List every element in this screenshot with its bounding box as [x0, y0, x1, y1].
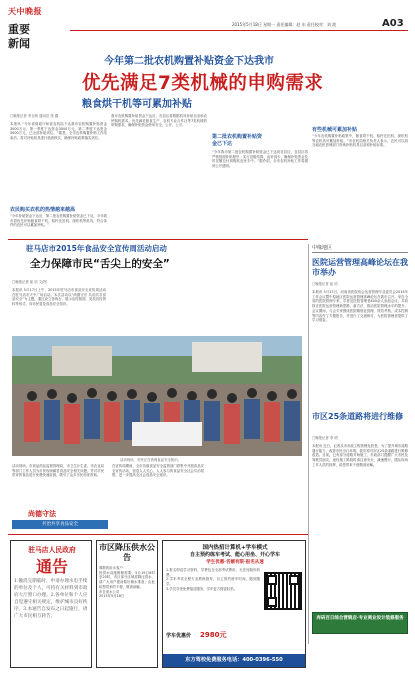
right-headline: 医院运营管理高峰论坛在我市举办	[312, 258, 408, 277]
lead-body-col4: “今年我市第二批农机购置补贴资金已下达到各县区，各县区将严格按照补贴程序，实行县级结算、直补到卡，确保补贴资金及时足额兑付到购机农民手中。”据介绍，全市农机补贴工作将做到公开透明。	[212, 150, 308, 169]
qr-corner-bottom-left	[267, 597, 277, 607]
lead-body-col2: 我市农机购置补贴资金下达后，各县区将根据机具补贴目录和农民购机需求，优先满足粮食生产、农机专业合作社等7类机械的申购需求，确保补贴资金使用安全、公开、公平。	[111, 114, 207, 128]
lead-headline: 优先满足7类机械的申购需求	[82, 73, 324, 94]
water-notice-body: 尊敬的用水客户： 因供水设施维修需要，5月19日8时至20时，市区部分区域将降压供水，请广大用户提前做好储水准备，由此给您带来的不便，敬请谅解。 市自来水公司 2015年5月18日	[99, 566, 155, 599]
qr-corner-top-left	[267, 575, 277, 585]
right-body: 本报讯 5月17日，河南省医院协会运营管理专业委员会2015年工作会议暨中原地区医院运营管理高峰论坛在我市召开。来自全省的医院管理专家、学者及医院管理者400余人参加会议，共同探讨医院运营管理新思路、新方法，推动医院管理水平的提升。会议期间，与会专家围绕医院精细化管理、绩效考核、成本控制等内容作了专题报告，并进行了交流研讨，为医院管理者提供了学习借鉴。	[312, 290, 408, 323]
school-ad-list: 1.报名即送学习资料，学费包含全部考试费用，无任何隐形收费。 2.学车考试全程专业教练指导，自主预约练车时间，随到随学。 3.学员享受免费接送服务，学车更方便更轻松。	[166, 568, 260, 591]
yard-byline: □晚报记者 李 明	[312, 436, 338, 440]
right-ad-text: 奔码百日综合营销店·专业商业设计装修服务	[316, 616, 404, 621]
food-kicker: 驻马店市2015年食品安全宣传周活动启动	[26, 244, 167, 253]
food-body-col3: 在宣传周期间，全市各级食品安全监管部门将集中开展食品安全宣传活动，营造人人关心、人人参与的食品安全社会共治氛围，进一步提高全社会食品安全意识。	[112, 464, 204, 478]
slogan-band	[12, 520, 108, 529]
school-ad-price-label: 学车优惠价	[166, 633, 192, 639]
school-ad-price: 2980元	[200, 631, 227, 639]
qr-corner-top-right	[289, 575, 299, 585]
lead-body-col5-intro	[312, 114, 408, 124]
lead-subhead: 粮食烘干机等可累加补贴	[82, 99, 192, 110]
date-line: 2015年5月18日 星期一 责任编辑：赵 东 责任校对：刘 波	[232, 22, 337, 27]
yard-headline: 市区25条道路将进行维修	[312, 412, 404, 421]
school-ad-title3: 学生优惠·名额有限·报名从速	[206, 560, 264, 565]
slogan-label: 尚德守法	[28, 510, 56, 518]
section-label: 重要新闻	[8, 23, 30, 50]
food-bottom-rule	[8, 534, 308, 535]
right-tag: 中缘地区	[312, 245, 333, 251]
qr-code	[264, 572, 302, 610]
event-photo	[12, 336, 302, 456]
lead-section-head-2: 第二批农机购置补贴资金已下达	[212, 134, 263, 147]
right-ad	[312, 612, 408, 634]
gov-notice-big: 通告	[35, 557, 68, 576]
page-number: A03	[382, 18, 404, 29]
lead-byline: □晚报记者 李玉明 通讯员 张 鑫	[10, 114, 59, 118]
food-headline: 全力保障市民“舌尖上的安全”	[30, 258, 170, 270]
lead-section-head-1: 农民购买农机的热情越来越高	[10, 207, 76, 213]
school-ad-title2: 自主预约练车考试、能心用坐、开心学车	[189, 552, 280, 558]
water-notice-title: 市区降压供水公告	[99, 543, 155, 562]
food-body-col1: 本报讯 5月17日上午，2015年驻马店市食品安全宣传周活动在驻马店市天中广场启动。本次活动以“尚德守法 共治共享食品安全”为主题，通过设立咨询台、展示宣传版面、发放宣传资料等形式，向市民普及食品安全知识。	[12, 288, 106, 307]
masthead	[8, 6, 56, 54]
lead-bottom-rule	[8, 239, 308, 240]
school-ad-footer: 东方驾校免费服务电话：400-0396-550	[185, 657, 283, 663]
school-ad-title: 国内热招计算机+学车模式	[202, 545, 268, 551]
newspaper-logo: 天中晚报	[8, 6, 42, 16]
right-col-divider	[308, 244, 309, 644]
header-rule	[70, 30, 408, 31]
slogan-band-text: 共治共享食品安全	[42, 522, 78, 527]
school-ad-footer-band	[163, 654, 305, 667]
gov-notice-title: 驻马店人民政府	[28, 546, 76, 554]
lead-body-col3: “今年补贴资金下达后，第二批农机购置补贴资金已下达，今年我市将优先补贴粮食烘干机、秸秆还田机、深松机等机具，符合条件的农民可以累加补贴。”	[10, 214, 107, 228]
right-tag-rule	[312, 252, 408, 253]
food-body-col2: 活动现场，市食品药品监督管理局、市卫生计生委、市农业局等部门工作人员为市民现场解答食品安全相关问题，并对市民带来的食品进行免费快速检测，吸引了众多市民前来咨询。	[12, 464, 104, 478]
right-byline: □晚报记者 崔 培	[312, 282, 338, 286]
lead-body-col1: 本报讯 “今年省财政厅和省农机局下达我市农机购置补贴资金3000万元，第一季度下达资金3000万元，第二季度下达资金3000万元，已全部补贴到位。”据悉，全市农机购置补贴工作结束后，将对补贴机具进行抽查核实，确保补贴政策落实到位。	[10, 122, 107, 141]
lead-section-head-3: 有些机械可累加补贴	[312, 127, 358, 133]
photo-caption: 活动现场，市民正在咨询食品安全知识。	[120, 458, 182, 462]
crowd-photo-illustration	[12, 336, 302, 456]
lead-kicker: 今年第二批农机购置补贴资金下达我市	[104, 56, 274, 67]
yard-body: 本报讯 近日，记者从市市政工程管理处获悉，为了提升城市道路通行能力，改善市民出行环境，我市将对市区25条道路进行维修改造。目前，已有部分道路开始施工，市政部门提醒广大市民及驾驶员朋友，途经施工路段时请注意安全，减速慢行，服从现场工作人员的指挥，给您带来不便敬请谅解。	[312, 444, 408, 467]
food-byline: □晚报记者 崔 培 文/图	[12, 280, 47, 284]
food-body-col3b	[210, 464, 302, 502]
lead-body-col5: “今年农机购置补贴政策中，粮食烘干机、秸秆还田机、深松机等农机具可累加补贴。”市农机局相关负责人表示，农民可以到当地农机管理部门咨询补贴机具目录和补贴标准。	[312, 134, 408, 148]
gov-notice-body: 1.撤消完期临时，申请办理水电手续的单位及个人，可持有关材料到市政府大厅窗口办理。2.各单位和个人应自觉遵守相关规定，维护城市良好秩序。3.本通告自发布之日起施行，请广大市民相互转告。	[14, 579, 88, 619]
